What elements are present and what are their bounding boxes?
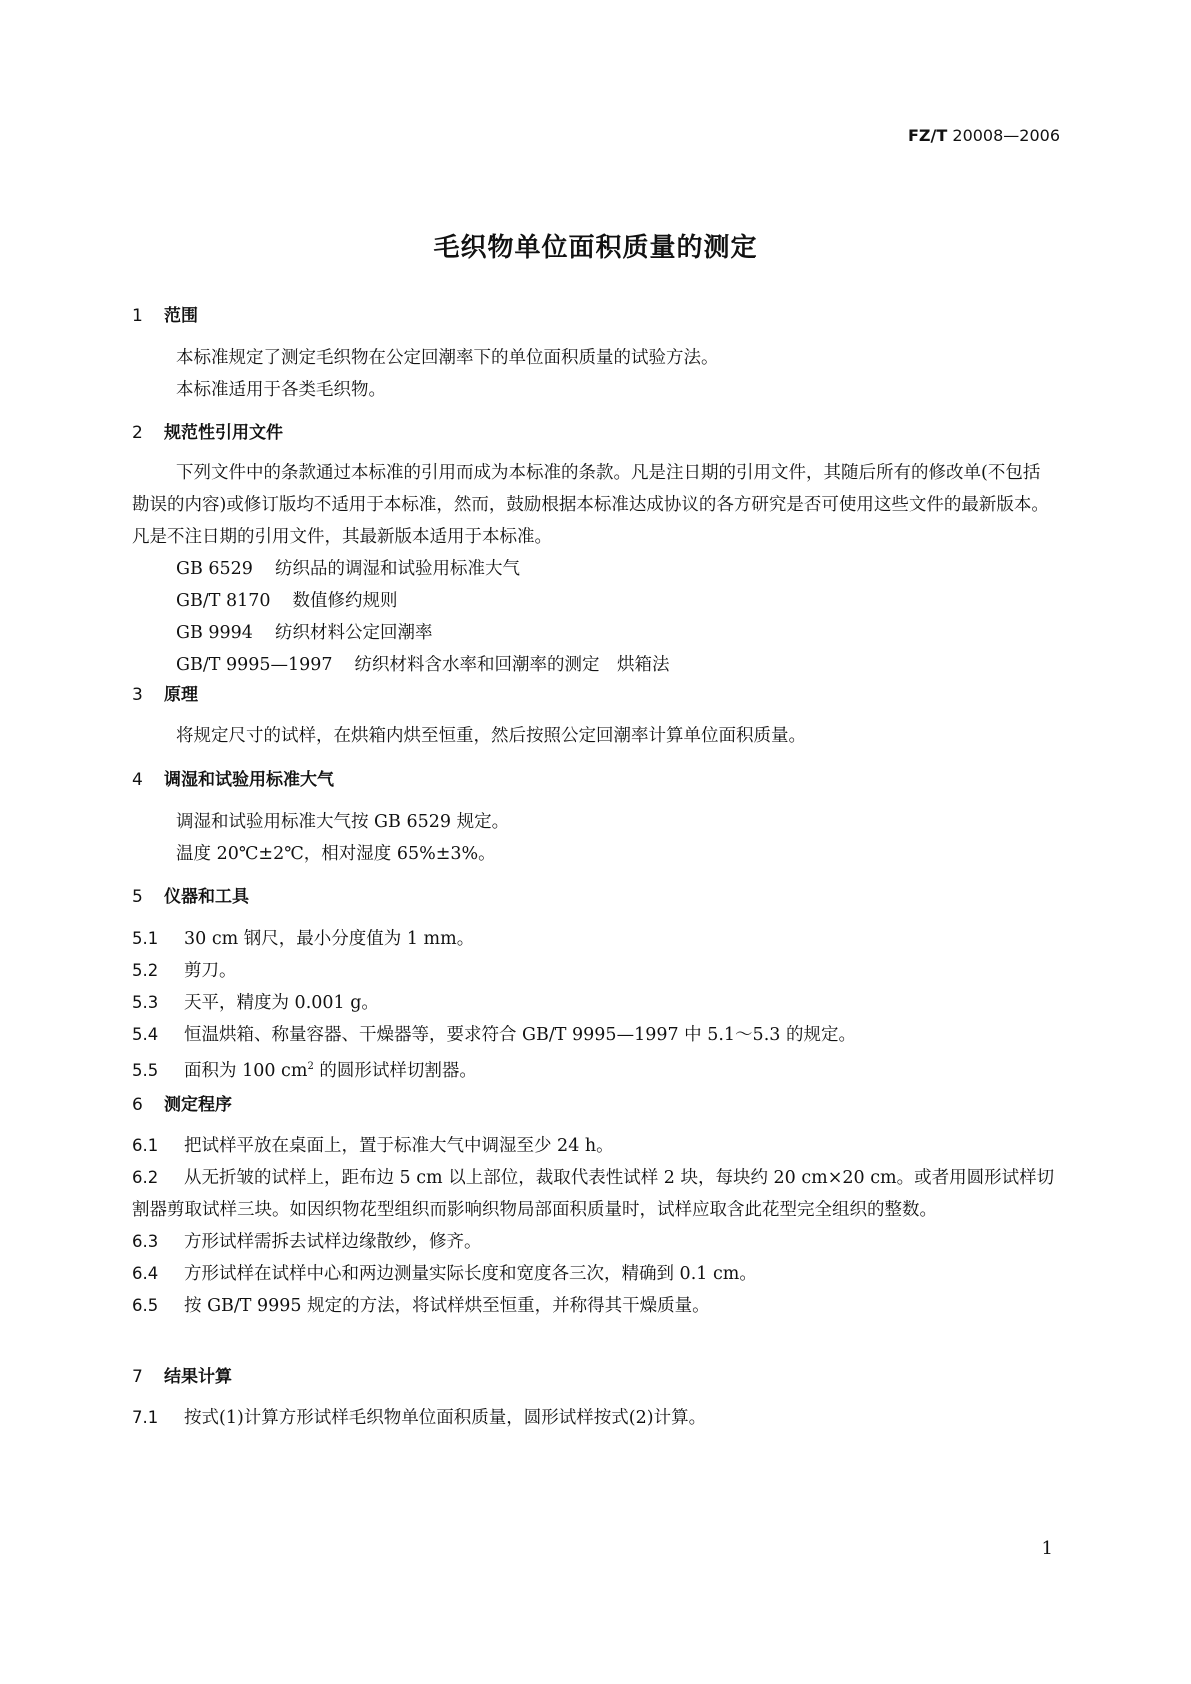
section-heading: 3 原理 — [132, 685, 198, 705]
list-item: 7.1 按式(1)计算方形试样毛织物单位面积质量，圆形试样按式(2)计算。 — [132, 1408, 707, 1428]
standard-code-number: 20008—2006 — [947, 126, 1060, 145]
section-heading: 1 范围 — [132, 306, 198, 326]
section-1-body — [132, 342, 1056, 406]
section-6 — [132, 1093, 1056, 1117]
reference-item: GB/T 9995—1997 纺织材料含水率和回潮率的测定 烘箱法 — [176, 655, 670, 675]
list-item: 6.3 方形试样需拆去试样边缘散纱，修齐。 — [132, 1232, 482, 1252]
list-item: 6.1 把试样平放在桌面上，置于标准大气中调湿至少 24 h。 — [132, 1136, 614, 1156]
section-2-body — [132, 457, 1056, 681]
list-item: 5.1 30 cm 钢尺，最小分度值为 1 mm。 — [132, 929, 475, 949]
section-6-body — [132, 1130, 1056, 1322]
list-item: 6.2 从无折皱的试样上，距布边 5 cm 以上部位，裁取代表性试样 2 块，每块约 20 cm×20 cm。或者用圆形试样切割器剪取试样三块。如因织物花型组织而影响织物局部面积质量时，试样应取含此花型完全组织的整数。 — [132, 1168, 1055, 1220]
section-heading: 6 测定程序 — [132, 1095, 232, 1115]
list-item: 6.4 方形试样在试样中心和两边测量实际长度和宽度各三次，精确到 0.1 cm。 — [132, 1264, 757, 1284]
section-heading: 4 调湿和试验用标准大气 — [132, 770, 334, 790]
section-3-body — [132, 720, 1056, 752]
section-2 — [132, 421, 1056, 445]
section-5 — [132, 885, 1056, 909]
list-item: 5.4 恒温烘箱、称量容器、干燥器等，要求符合 GB/T 9995—1997 中 5.1～5.3 的规定。 — [132, 1025, 856, 1045]
section-heading: 7 结果计算 — [132, 1367, 232, 1387]
paragraph: 调湿和试验用标准大气按 GB 6529 规定。 — [176, 812, 510, 832]
section-7-body — [132, 1402, 1056, 1434]
reference-item: GB/T 8170 数值修约规则 — [176, 591, 398, 611]
page-number: 1 — [1041, 1538, 1053, 1559]
list-item: 5.3 天平，精度为 0.001 g。 — [132, 993, 379, 1013]
section-heading: 5 仪器和工具 — [132, 887, 249, 907]
document-title: 毛织物单位面积质量的测定 — [433, 233, 758, 263]
paragraph: 将规定尺寸的试样，在烘箱内烘至恒重，然后按照公定回潮率计算单位面积质量。 — [176, 726, 806, 746]
section-7 — [132, 1365, 1056, 1389]
paragraph: 本标准适用于各类毛织物。 — [176, 380, 386, 400]
paragraph: 本标准规定了测定毛织物在公定回潮率下的单位面积质量的试验方法。 — [176, 348, 719, 368]
section-4-body — [132, 806, 1056, 870]
list-item: 5.5 面积为 100 $cm^2$ 的圆形试样切割器。 — [132, 1060, 477, 1081]
reference-item: GB 6529 纺织品的调湿和试验用标准大气 — [176, 559, 520, 579]
list-item: 5.2 剪刀。 — [132, 961, 237, 981]
paragraph: 下列文件中的条款通过本标准的引用而成为本标准的条款。凡是注日期的引用文件，其随后所有的修改单(不包括勘误的内容)或修订版均不适用于本标准，然而，鼓励根据本标准达成协议的各方研究是否可使用这些文件的最新版本。凡是不注日期的引用文件，其最新版本适用于本标准。 — [132, 463, 1049, 547]
reference-item: GB 9994 纺织材料公定回潮率 — [176, 623, 433, 643]
list-item: 6.5 按 GB/T 9995 规定的方法，将试样烘至恒重，并称得其干燥质量。 — [132, 1296, 710, 1316]
standard-code — [908, 126, 1060, 145]
paragraph: 温度 20℃±2℃，相对湿度 65%±3%。 — [176, 844, 496, 864]
section-1 — [132, 304, 1056, 328]
section-4 — [132, 768, 1056, 792]
section-heading: 2 规范性引用文件 — [132, 423, 283, 443]
standard-code-prefix: FZ/T — [908, 126, 948, 145]
section-5-body — [132, 923, 1056, 1087]
section-3 — [132, 683, 1056, 707]
